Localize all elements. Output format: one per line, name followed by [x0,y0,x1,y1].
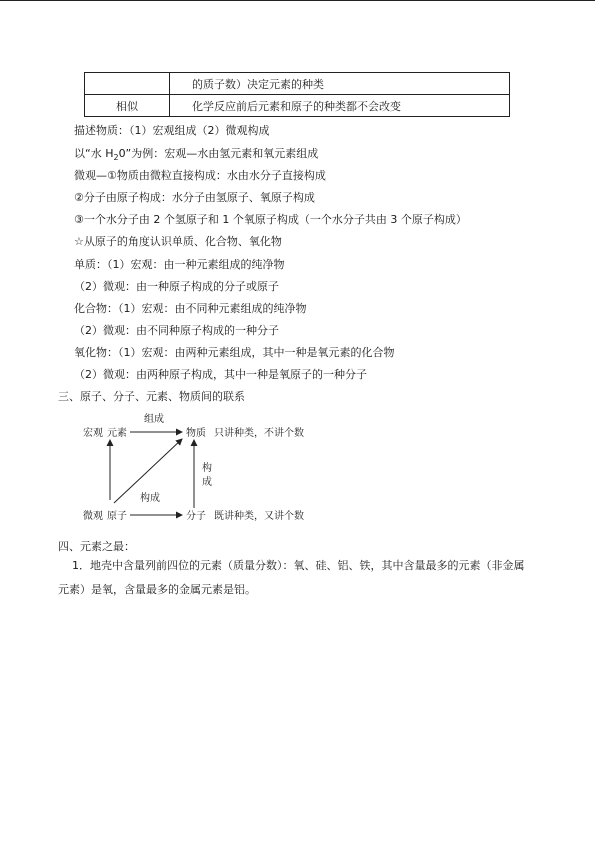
label-bottom-note: 既讲种类，又讲个数 [214,511,304,522]
text-line: 微观—①物质由微粒直接构成：水由水分子直接构成 [74,169,326,182]
relationship-diagram [78,404,340,524]
label-cheng: 成 [202,477,212,488]
label-micro: 微观 [83,511,103,522]
label-compose: 组成 [144,414,164,425]
label-element: 元素 [107,428,127,439]
paragraph: 1．地壳中含量列前四位的元素（质量分数）：氧、硅、铝、铁，其中含量最多的元素（非金属元素）是氧，含量最多的金属元素是铝。 [58,559,525,596]
text-fragment: 0”为例：宏观—水由氢元素和氧元素组成 [118,147,319,160]
page-top-rule [0,0,595,1]
table-cell-text: 化学反应前后元素和原子的种类都不会改变 [170,95,510,117]
section-heading: 三、原子、分子、元素、物质间的联系 [58,390,245,403]
text-line: 氧化物：（1）宏观：由两种元素组成，其中一种是氧元素的化合物 [74,346,395,359]
label-top-note: 只讲种类，不讲个数 [214,428,304,439]
text-line: 单质：（1）宏观：由一种元素组成的纯净物 [74,258,285,271]
text-line: （2）微观：由一种原子构成的分子或原子 [74,280,279,293]
comparison-table [84,72,510,117]
table-cell-label: 相似 [85,95,170,117]
text-line: ③一个水分子由 2 个氢原子和 1 个氧原子构成（一个水分子共由 3 个原子构成） [74,213,467,226]
text-line: 描述物质：（1）宏观组成（2）微观构成 [74,124,270,137]
label-substance: 物质 [186,428,206,439]
text-line: ☆从原子的角度认识单质、化合物、氧化物 [74,235,282,248]
text-line: （2）微观：由不同种原子构成的一种分子 [74,324,279,337]
subscript: 2 [113,153,119,163]
label-macro: 宏观 [83,428,103,439]
label-atom: 原子 [107,511,127,522]
text-line: （2）微观：由两种原子构成，其中一种是氧原子的一种分子 [74,368,367,381]
text-line [74,147,318,165]
table-cell-text: 的质子数）决定元素的种类 [170,73,510,95]
table-cell-label [85,73,170,95]
label-gou: 构 [202,463,212,474]
text-line: 化合物：（1）宏观：由不同种元素组成的纯净物 [74,302,307,315]
table-row [85,95,510,117]
table-row [85,73,510,95]
text-line: ②分子由原子构成：水分子由氢原子、氧原子构成 [74,191,315,204]
text-fragment: 以“水 H [74,147,114,160]
label-molecule: 分子 [186,511,206,522]
section-heading: 四、元素之最： [58,540,135,553]
label-constitute: 构成 [140,493,160,504]
